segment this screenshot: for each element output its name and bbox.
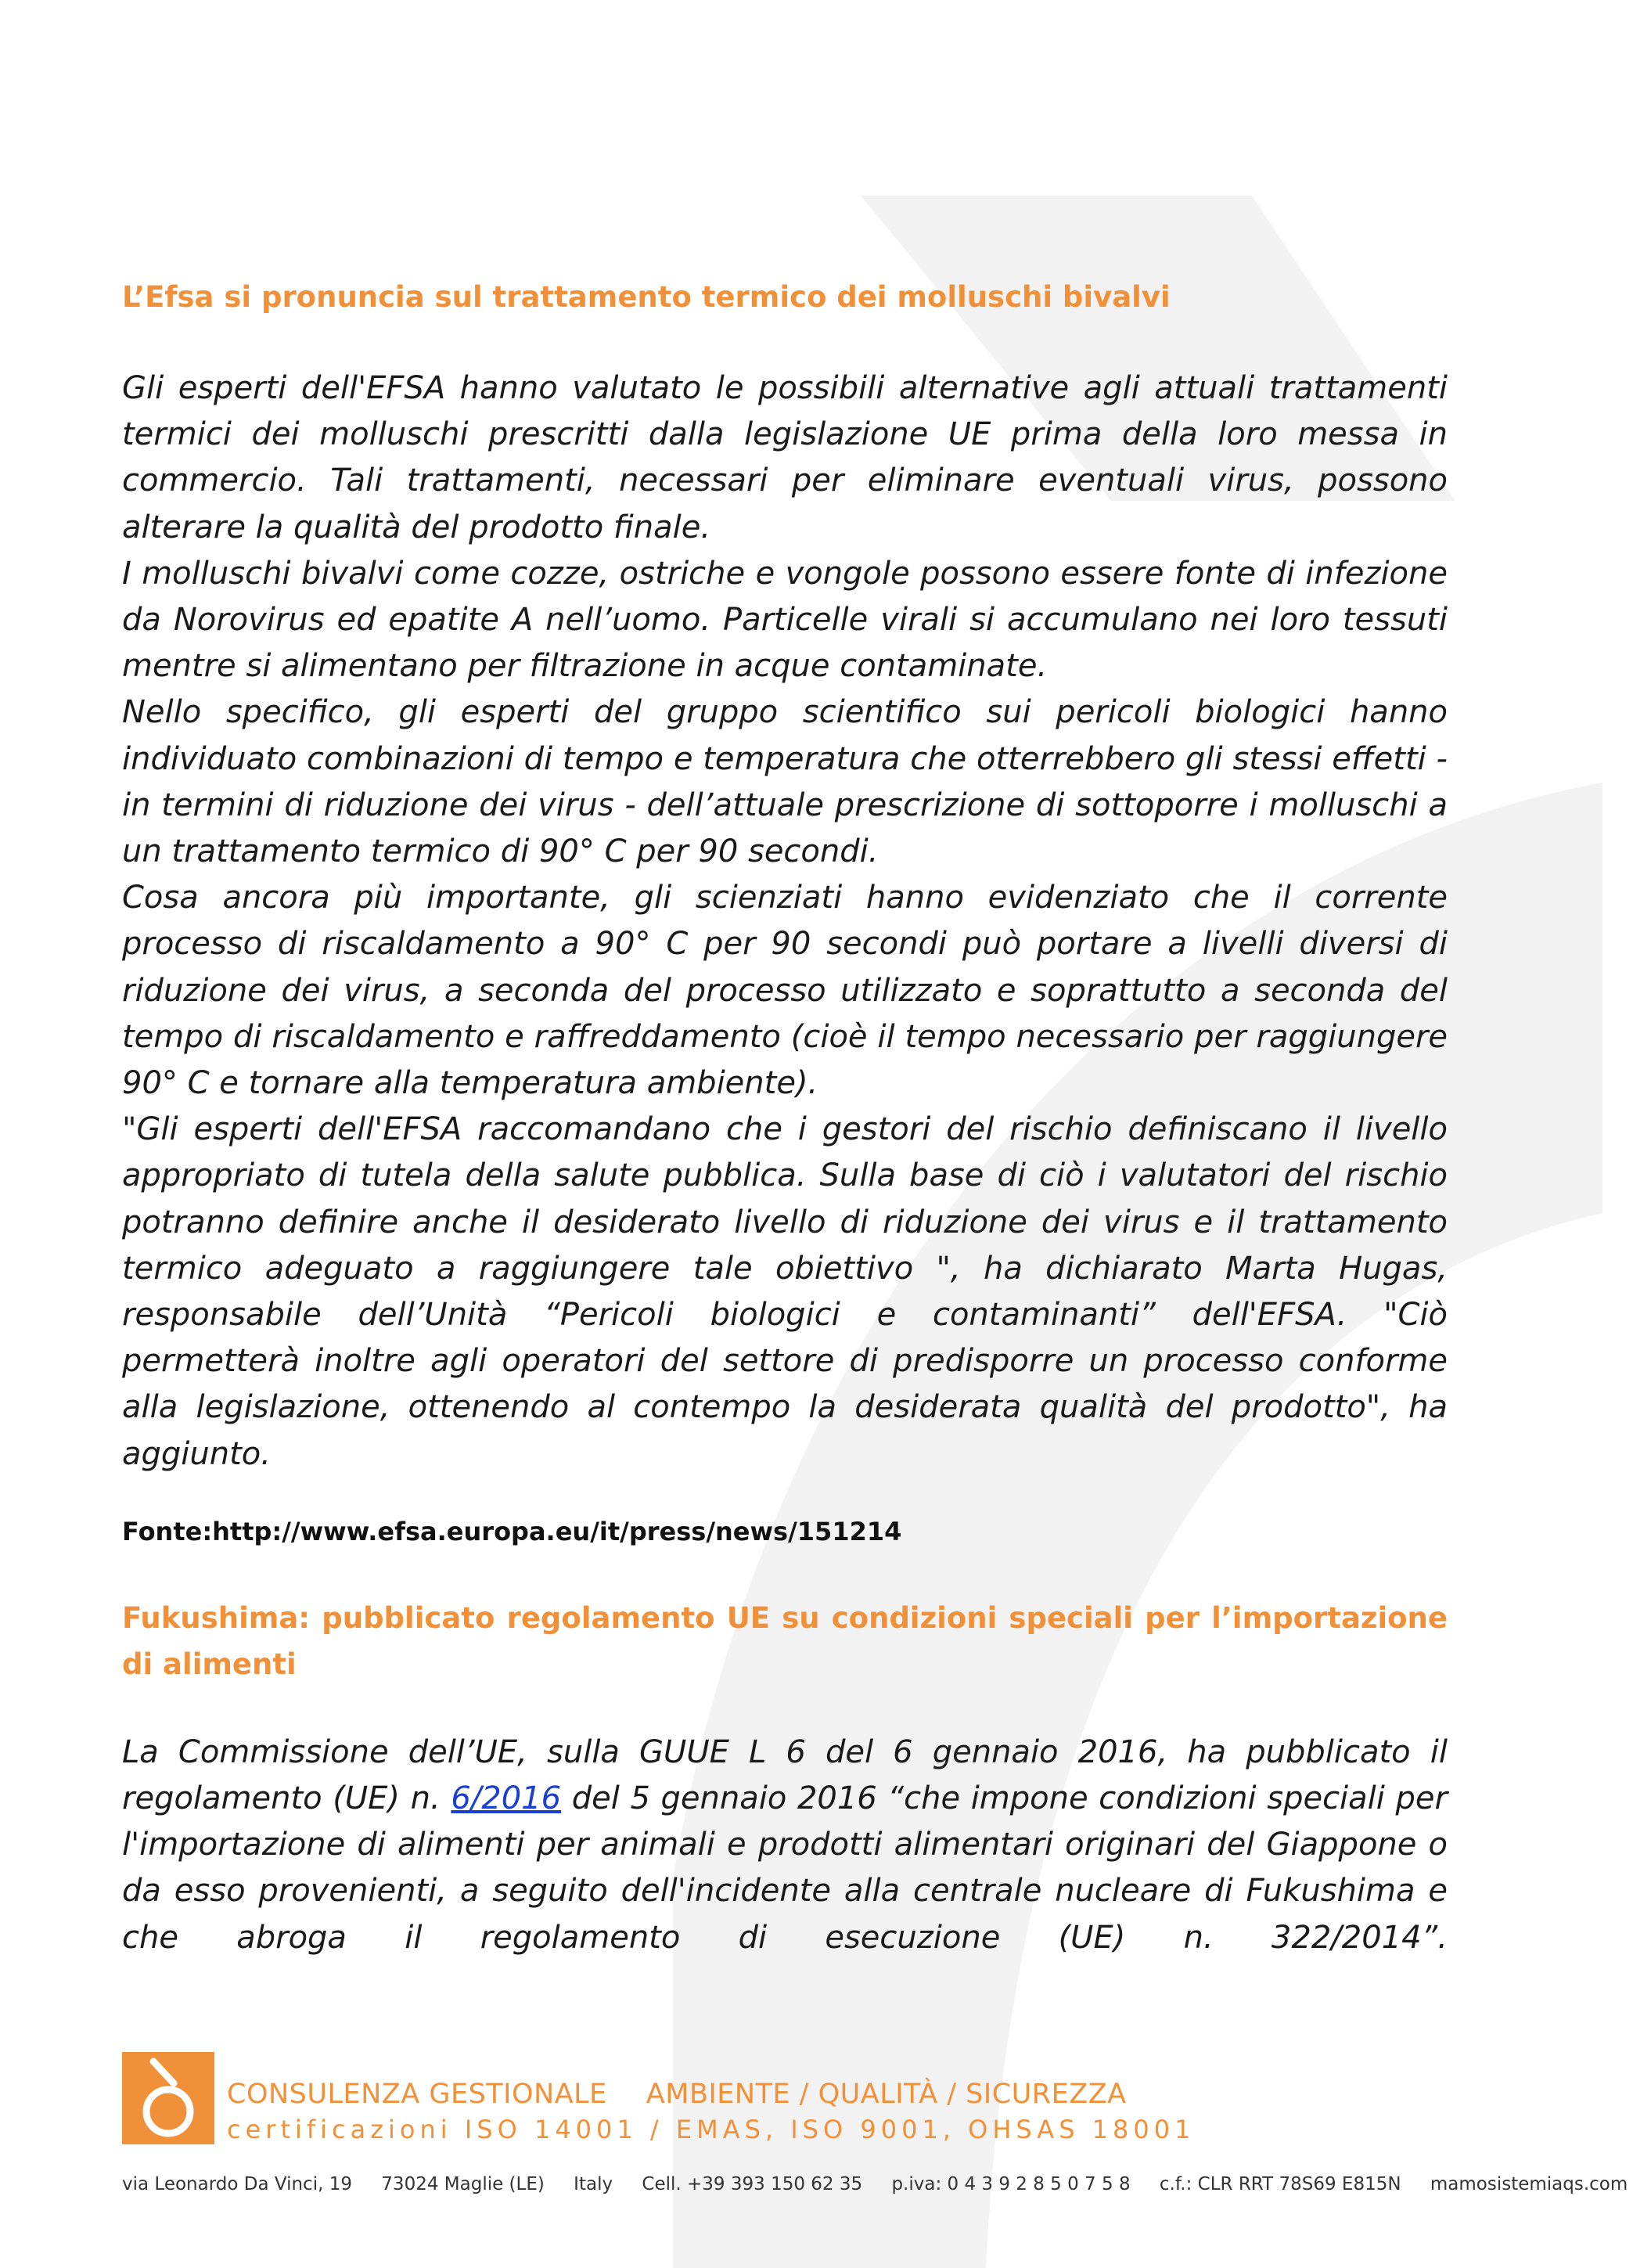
article2-paragraph — [122, 1730, 1448, 1961]
footer-city: 73024 Maglie (LE) — [381, 2174, 545, 2194]
article1-paragraph-1: Gli esperti dell'EFSA hanno valutato le possibili alternative agli attuali trattamenti termici dei molluschi prescritti dalla legislazione UE prima della loro messa in commercio. Tali trattamenti, necessari per eliminare eventuali virus, possono alterare la qualità del prodotto finale. — [122, 370, 1448, 545]
footer-address: via Leonardo Da Vinci, 19 — [122, 2174, 352, 2194]
article2-text-after-link: del 5 gennaio 2016 “che impone condizioni speciali per l'importazione di alimenti per animali e prodotti alimentari originari del Giappone o da esso provenienti, a seguito dell'incidente alla centrale nucleare di Fukushima e che abroga il regolamento di esecuzione (UE) n. 322/2014”. — [122, 1780, 1448, 1956]
article1-paragraph-3: Nello specifico, gli esperti del gruppo scientifico sui pericoli biologici hanno individuato combinazioni di tempo e temperatura che otterrebbero gli stessi effetti - in termini di riduzione dei virus - dell’attuale prescrizione di sottoporre i molluschi a un trattamento termico di 90° C per 90 secondi. — [122, 694, 1448, 870]
footer-services: AMBIENTE / QUALITÀ / SICUREZZA — [646, 2079, 1127, 2110]
footer-company-name: CONSULENZA GESTIONALE — [227, 2079, 607, 2110]
article2-title: Fukushima: pubblicato regolamento UE su condizioni speciali per l’importazione di alimenti — [122, 1600, 1448, 1681]
article1-title: L’Efsa si pronuncia sul trattamento termico dei molluschi bivalvi — [122, 280, 1171, 314]
article1-paragraph-4: Cosa ancora più importante, gli scienziati hanno evidenziato che il corrente processo di riscaldamento a 90° C per 90 secondi può portare a livelli diversi di riduzione dei virus, a seconda del processo utilizzato e soprattutto a seconda del tempo di riscaldamento e raffreddamento (cioè il tempo necessario per raggiungere 90° C e tornare alla temperatura ambiente). — [122, 880, 1448, 1102]
article2-text-before-link: La Commissione dell’UE, sulla GUUE L 6 del 6 gennaio 2016, ha pubblicato il regolamento (UE) n. — [122, 1733, 1448, 1817]
article1-paragraph-2: I molluschi bivalvi come cozze, ostriche e vongole possono essere fonte di infezione da Norovirus ed epatite A nell’uomo. Particelle virali si accumulano nei loro tessuti mentre si alimentano per filtrazione in acque contaminate. — [122, 555, 1448, 685]
regulation-link[interactable]: 6/2016 — [451, 1780, 562, 1817]
article1-source: Fonte:http://www.efsa.europa.eu/it/press/news/151214 — [122, 1516, 902, 1546]
article2-body — [122, 1730, 1448, 1961]
company-logo — [122, 2052, 214, 2144]
article1-body — [122, 365, 1448, 1478]
footer-website: mamosistemiaqs.com — [1430, 2174, 1628, 2194]
article1-paragraph-5: "Gli esperti dell'EFSA raccomandano che i gestori del rischio definiscano il livello appropriato di tutela della salute pubblica. Sulla base di ciò i valutatori del rischio potranno definire anche il desiderato livello di riduzione dei virus e il trattamento termico adeguato a raggiungere tale obiettivo ", ha dichiarato Marta Hugas, responsabile dell’Unità “Pericoli biologici e contaminanti” dell'EFSA. "Ciò permetterà inoltre agli operatori del settore di predisporre un processo conforme alla legislazione, ottenendo al contempo la desiderata qualità del prodotto", ha aggiunto. — [122, 1111, 1448, 1472]
footer-contact-line — [122, 2174, 1651, 2194]
footer-phone: Cell. +39 393 150 62 35 — [642, 2174, 863, 2194]
footer-line-1 — [227, 2079, 1195, 2110]
footer-vat: p.iva: 0 4 3 9 2 8 5 0 7 5 8 — [891, 2174, 1131, 2194]
footer-country: Italy — [574, 2174, 613, 2194]
footer-tax-code: c.f.: CLR RRT 78S69 E815N — [1159, 2174, 1401, 2194]
footer-certifications: certificazioni ISO 14001 / EMAS, ISO 9001, OHSAS 18001 — [227, 2115, 1196, 2144]
page-content — [122, 266, 1448, 1961]
footer-company-info — [227, 2079, 1195, 2144]
